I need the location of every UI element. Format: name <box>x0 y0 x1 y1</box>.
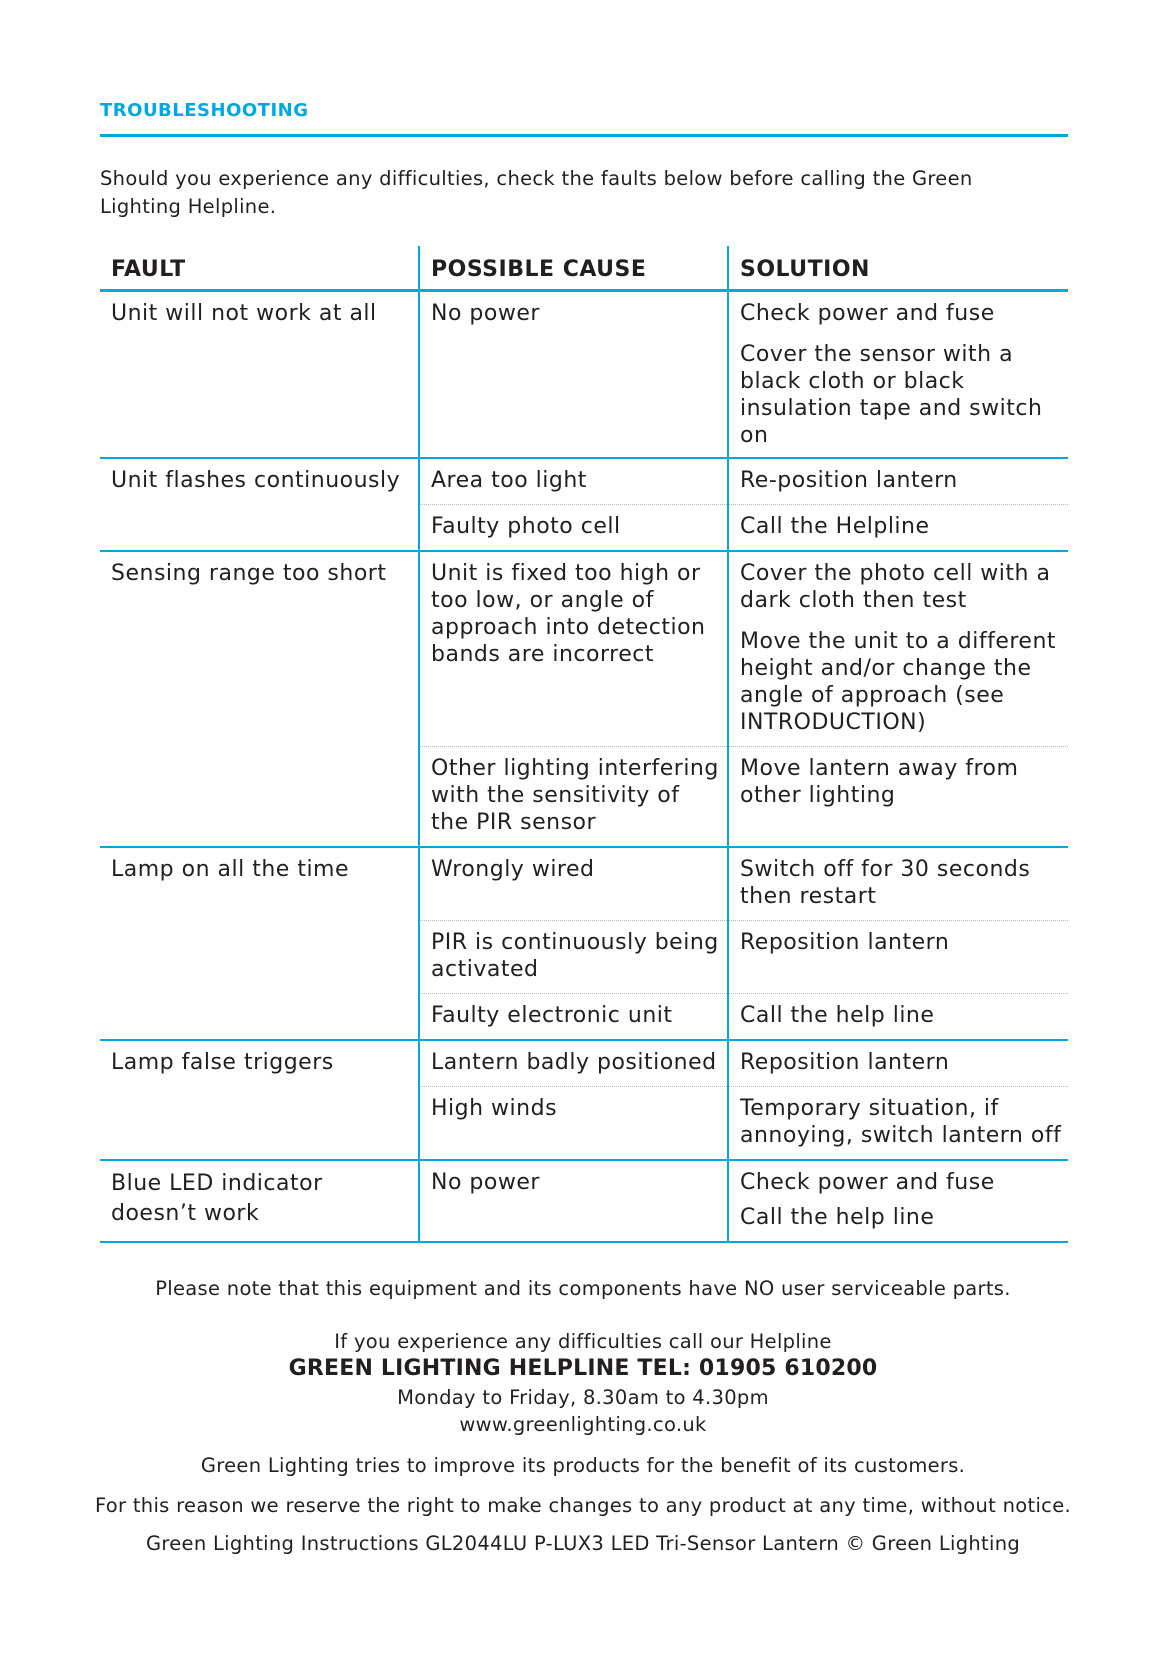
solution-cell: Temporary situation, if annoying, switch lantern off <box>740 1095 1062 1148</box>
solution-cell: Check power and fuse <box>740 300 995 326</box>
table-row <box>100 1160 1068 1242</box>
fault-cell: Unit flashes continuously <box>111 467 401 493</box>
table-row <box>100 1040 1068 1087</box>
fault-cell: Sensing range too short <box>111 560 387 586</box>
title-rule <box>100 134 1068 137</box>
header-solution: SOLUTION <box>728 246 1068 290</box>
troubleshooting-table <box>100 246 1068 1243</box>
no-serviceable-parts-note: Please note that this equipment and its components have NO user serviceable parts. <box>155 1277 1011 1300</box>
section-title: TROUBLESHOOTING <box>100 100 309 121</box>
fault-cell: Unit will not work at all <box>111 300 377 326</box>
helpline-intro: If you experience any difficulties call our Helpline <box>334 1330 832 1353</box>
website-text: www.greenlighting.co.uk <box>459 1413 707 1436</box>
table-row <box>100 458 1068 505</box>
solution-cell: Move the unit to a different height and/or change the angle of approach (see INTRODUCTION) <box>740 628 1057 735</box>
solution-cell: Call the Helpline <box>740 513 930 539</box>
cause-cell: Wrongly wired <box>431 856 595 882</box>
cause-cell: Lantern badly positioned <box>431 1049 717 1075</box>
fault-cell: Lamp on all the time <box>111 856 350 882</box>
table-row <box>100 847 1068 921</box>
solution-cell: Reposition lantern <box>740 1049 950 1075</box>
table-header-row <box>100 246 1068 290</box>
reserve-statement: For this reason we reserve the right to make changes to any product at any time, without notice. <box>94 1494 1071 1517</box>
header-fault: FAULT <box>100 246 419 290</box>
solution-cell: Cover the sensor with a black cloth or black insulation tape and switch on <box>740 341 1043 448</box>
solution-cell: Reposition lantern <box>740 929 950 955</box>
cause-cell: Faulty electronic unit <box>431 1002 673 1028</box>
cause-cell: Other lighting interfering with the sensitivity of the PIR sensor <box>431 755 719 835</box>
improve-statement: Green Lighting tries to improve its products for the benefit of its customers. <box>200 1454 966 1477</box>
cause-cell: No power <box>431 300 540 326</box>
intro-text: Should you experience any difficulties, check the faults below before calling the Green Lighting Helpline. <box>100 167 973 218</box>
cause-cell: High winds <box>431 1095 558 1121</box>
header-cause: POSSIBLE CAUSE <box>419 246 728 290</box>
solution-cell: Call the help line <box>740 1204 935 1230</box>
fault-cell: Blue LED indicator doesn’t work <box>111 1170 323 1226</box>
solution-cell: Re-position lantern <box>740 467 958 493</box>
copyright-line: Green Lighting Instructions GL2044LU P-LUX3 LED Tri-Sensor Lantern © Green Lighting <box>145 1532 1021 1555</box>
helpline-tel: GREEN LIGHTING HELPLINE TEL: 01905 610200 <box>288 1356 878 1381</box>
solution-cell: Cover the photo cell with a dark cloth then test <box>740 560 1051 613</box>
solution-cell: Move lantern away from other lighting <box>740 755 1019 808</box>
table-row <box>100 551 1068 747</box>
cause-cell: Unit is fixed too high or too low, or angle of approach into detection bands are incorrect <box>431 560 706 667</box>
solution-cell: Call the help line <box>740 1002 935 1028</box>
cause-cell: Area too light <box>431 467 587 493</box>
fault-cell: Lamp false triggers <box>111 1049 334 1075</box>
table-row <box>100 290 1068 458</box>
cause-cell: Faulty photo cell <box>431 513 621 539</box>
helpline-hours: Monday to Friday, 8.30am to 4.30pm <box>397 1386 769 1409</box>
solution-cell: Switch off for 30 seconds then restart <box>740 856 1031 909</box>
solution-cell: Check power and fuse <box>740 1169 995 1195</box>
cause-cell: PIR is continuously being activated <box>431 929 719 982</box>
cause-cell: No power <box>431 1169 540 1195</box>
